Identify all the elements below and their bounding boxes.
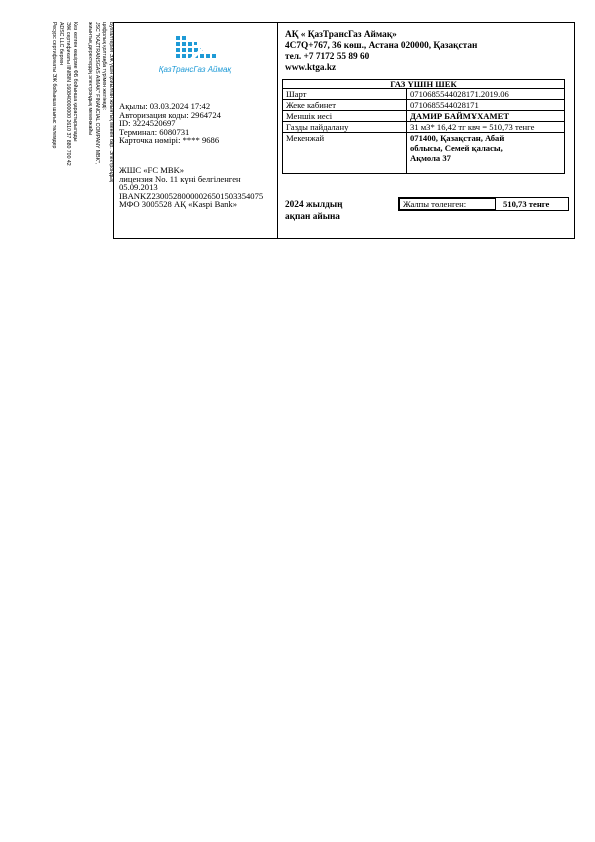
detail-key: Мекенжай (283, 133, 407, 174)
card-number: Карточка нөмірі: **** 9686 (119, 135, 220, 146)
detail-key: Жеке кабинет (283, 100, 407, 111)
total-label: Жалпы төленген: (399, 198, 496, 210)
side-text-column-2 (50, 22, 78, 252)
side-line: цифрлық қолтаңба түрімен желінеді: (101, 22, 107, 111)
side-line: жиынтық деректердің электрондық мекенжайы (87, 22, 93, 136)
detail-key: Газды пайдалану (283, 122, 407, 133)
transaction-id: ID: 3224520697 (119, 118, 176, 129)
billing-period (285, 199, 395, 223)
address-line: облысы, Семей қаласы, (410, 143, 503, 153)
side-line: Бухгалтерия ЭЖ үшін қойылған жиынтық менен бар. Электрондық (108, 22, 114, 183)
table-row (283, 89, 565, 100)
side-line: ЭЖ сертификаты IIN/BIN 160840000000 2610 37 880 700 42 (65, 22, 71, 166)
logo-icon (150, 33, 240, 65)
bank-info (119, 166, 274, 209)
payment-info (119, 102, 274, 145)
address-value (407, 133, 565, 174)
side-line: Кез келген көшірме ФБ бойынша қарастырылады (72, 22, 78, 142)
detail-key: Шарт (283, 89, 407, 100)
company-header (285, 30, 570, 74)
bank-license-date: 05.09.2013 (119, 182, 158, 193)
address-line: 071400, Қазақстан, Абай (410, 133, 505, 143)
paid-datetime: Ақылы: 03.03.2024 17:42 (119, 101, 211, 111)
table-row (283, 133, 565, 174)
logo-text: ҚазТрансГаз Аймақ (158, 65, 232, 74)
company-name: АҚ « ҚазТрансГаз Аймақ» (285, 30, 397, 40)
period-line: 2024 жылдың (285, 200, 343, 210)
gas-receipt (113, 22, 575, 239)
table-row (283, 100, 565, 111)
side-line: Ресурс сертификаты ЭЖ бойынша шығыс төлемдер (51, 22, 57, 149)
total-paid-box (398, 197, 569, 211)
detail-key: Меншік иесі (283, 111, 407, 122)
detail-value: 0710685544028171 (407, 100, 565, 111)
detail-value: 31 м3* 16,42 тг квч = 510,73 тенге (407, 122, 565, 133)
company-phone: тел. +7 7172 55 89 60 (285, 52, 370, 62)
receipt-title: ГАЗ ҮШІН ШЕК (282, 79, 565, 89)
period-line: ақпан айына (285, 212, 340, 222)
side-line: ADSC LLC берген (58, 22, 64, 66)
table-row (283, 111, 565, 122)
company-address: 4С7Q+767, 36 көш., Астана 020000, Қазақстан (285, 41, 478, 51)
company-website: www.ktga.kz (285, 63, 337, 73)
side-line: JSC "KAZTRANSGAS AIMAK" FINANCIAL COMPANY MBK", (94, 22, 100, 165)
side-legal-text (42, 22, 114, 252)
terminal-number: Терминал: 6080731 (119, 126, 190, 137)
receipt-details-table (282, 88, 565, 174)
bank-iban: IBANKZ230052800000265015033540​75 (119, 190, 264, 201)
table-row (283, 122, 565, 133)
column-divider (277, 23, 278, 238)
side-text-column-1 (86, 22, 114, 252)
bank-name: ЖШС «FC MBK» (119, 165, 185, 175)
detail-value: ДАМИР БАЙМҰХАМЕТ (407, 111, 565, 122)
auth-code: Авторизация коды: 2964724 (119, 109, 221, 120)
bank-license: лицензия No. 11 күні белгіленген (119, 173, 241, 184)
total-value: 510,73 тенге (503, 199, 550, 209)
company-logo (150, 33, 240, 79)
bank-mfo: МФО 3005528 АҚ «Kaspi Bank» (119, 199, 238, 210)
address-line: Ақмола 37 (410, 153, 451, 163)
detail-value: 0710685544028171.2019.06 (407, 89, 565, 100)
